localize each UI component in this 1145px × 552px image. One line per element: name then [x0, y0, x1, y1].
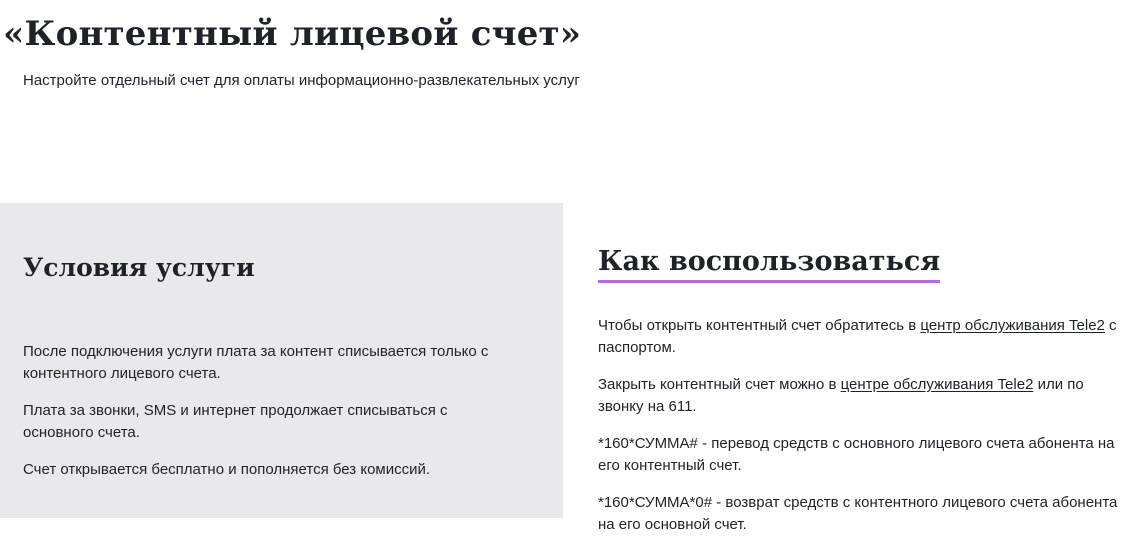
- ussd-return-paragraph: *160*СУММА*0# - возврат средств с контентного лицевого счета абонента на его основной счет.: [598, 494, 1118, 533]
- howto-open-text-end: с паспортом.: [598, 317, 1117, 356]
- service-center-link[interactable]: центре обслуживания Tele2: [840, 376, 1034, 393]
- page-title: «Контентный лицевой счет»: [3, 14, 582, 54]
- howto-heading: Как воспользоваться: [598, 244, 940, 283]
- conditions-paragraph: После подключения услуги плата за контент списывается только с контентного лицевого счета.: [23, 343, 489, 382]
- howto-section: [598, 244, 1138, 551]
- ussd-transfer-paragraph: *160*СУММА# - перевод средств с основного лицевого счета абонента на его контентный счет.: [598, 435, 1115, 474]
- conditions-heading: Условия услуги: [23, 253, 255, 282]
- service-center-link[interactable]: центр обслуживания Tele2: [920, 317, 1105, 334]
- conditions-body: [23, 341, 498, 496]
- howto-open-paragraph: [598, 315, 1133, 359]
- howto-close-text: Закрыть контентный счет можно в: [598, 376, 841, 393]
- howto-open-text: Чтобы открыть контентный счет обратитесь в: [598, 317, 921, 334]
- howto-close-text-end: или по звонку на 611.: [598, 376, 1084, 415]
- page-subtitle: Настройте отдельный счет для оплаты информационно-развлекательных услуг: [23, 72, 580, 89]
- conditions-panel: [0, 203, 563, 518]
- conditions-paragraph: Плата за звонки, SMS и интернет продолжает списываться с основного счета.: [23, 402, 448, 441]
- howto-body: [598, 315, 1133, 536]
- conditions-paragraph: Счет открывается бесплатно и пополняется без комиссий.: [23, 461, 431, 478]
- howto-close-paragraph: [598, 374, 1133, 418]
